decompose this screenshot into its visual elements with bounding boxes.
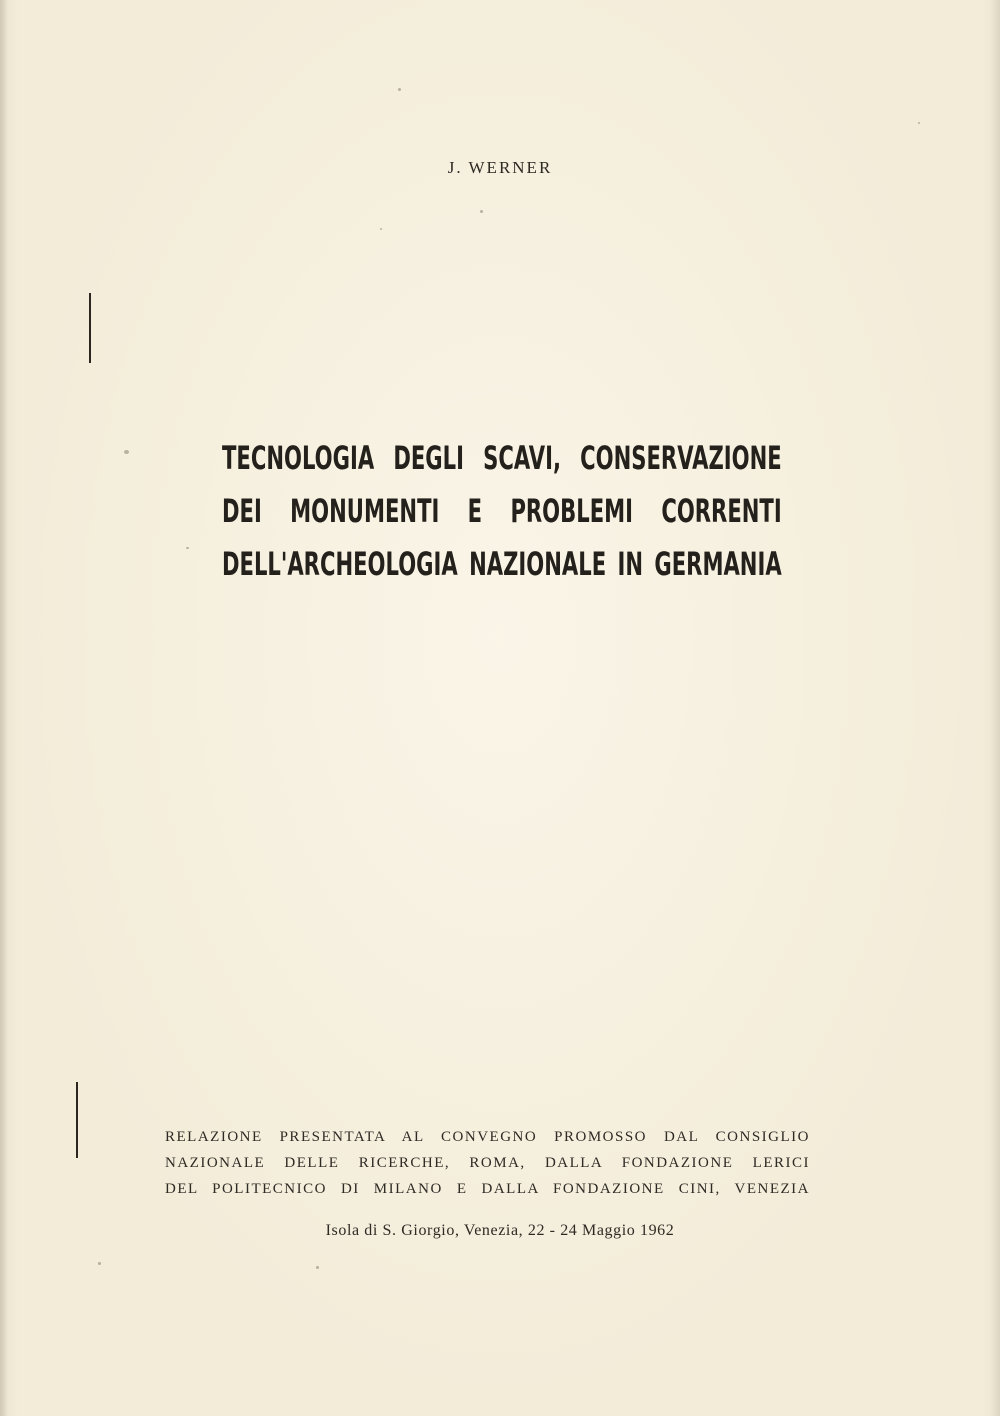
conference-note-line-1: RELAZIONE PRESENTATA AL CONVEGNO PROMOSSO DAL CONSIGLIO: [165, 1129, 810, 1145]
title-line-2: DEI MONUMENTI E PROBLEMI CORRENTI: [222, 492, 782, 530]
paper-speck: [480, 210, 483, 213]
margin-mark-bottom: [76, 1082, 78, 1158]
conference-note: [165, 1124, 810, 1202]
venue-date: Isola di S. Giorgio, Venezia, 22 - 24 Maggio 1962: [325, 1222, 675, 1239]
document-title: [222, 432, 782, 591]
author-name: J. WERNER: [447, 158, 553, 177]
paper-speck: [918, 122, 920, 124]
conference-note-line-2: NAZIONALE DELLE RICERCHE, ROMA, DALLA FONDAZIONE LERICI: [165, 1155, 810, 1171]
paper-speck: [380, 228, 382, 230]
title-line-1: TECNOLOGIA DEGLI SCAVI, CONSERVAZIONE: [222, 439, 782, 477]
paper-speck: [98, 1262, 101, 1265]
paper-speck: [124, 450, 129, 454]
conference-note-line-3: DEL POLITECNICO DI MILANO E DALLA FONDAZIONE CINI, VENEZIA: [165, 1181, 810, 1197]
margin-mark-top: [89, 293, 91, 363]
title-line-3: DELL'ARCHEOLOGIA NAZIONALE IN GERMANIA: [222, 545, 782, 583]
page-edge-left: [0, 0, 8, 1416]
paper-speck: [186, 547, 189, 549]
page-edge-right: [990, 0, 1000, 1416]
paper-speck: [398, 88, 401, 91]
paper-speck: [316, 1266, 319, 1269]
